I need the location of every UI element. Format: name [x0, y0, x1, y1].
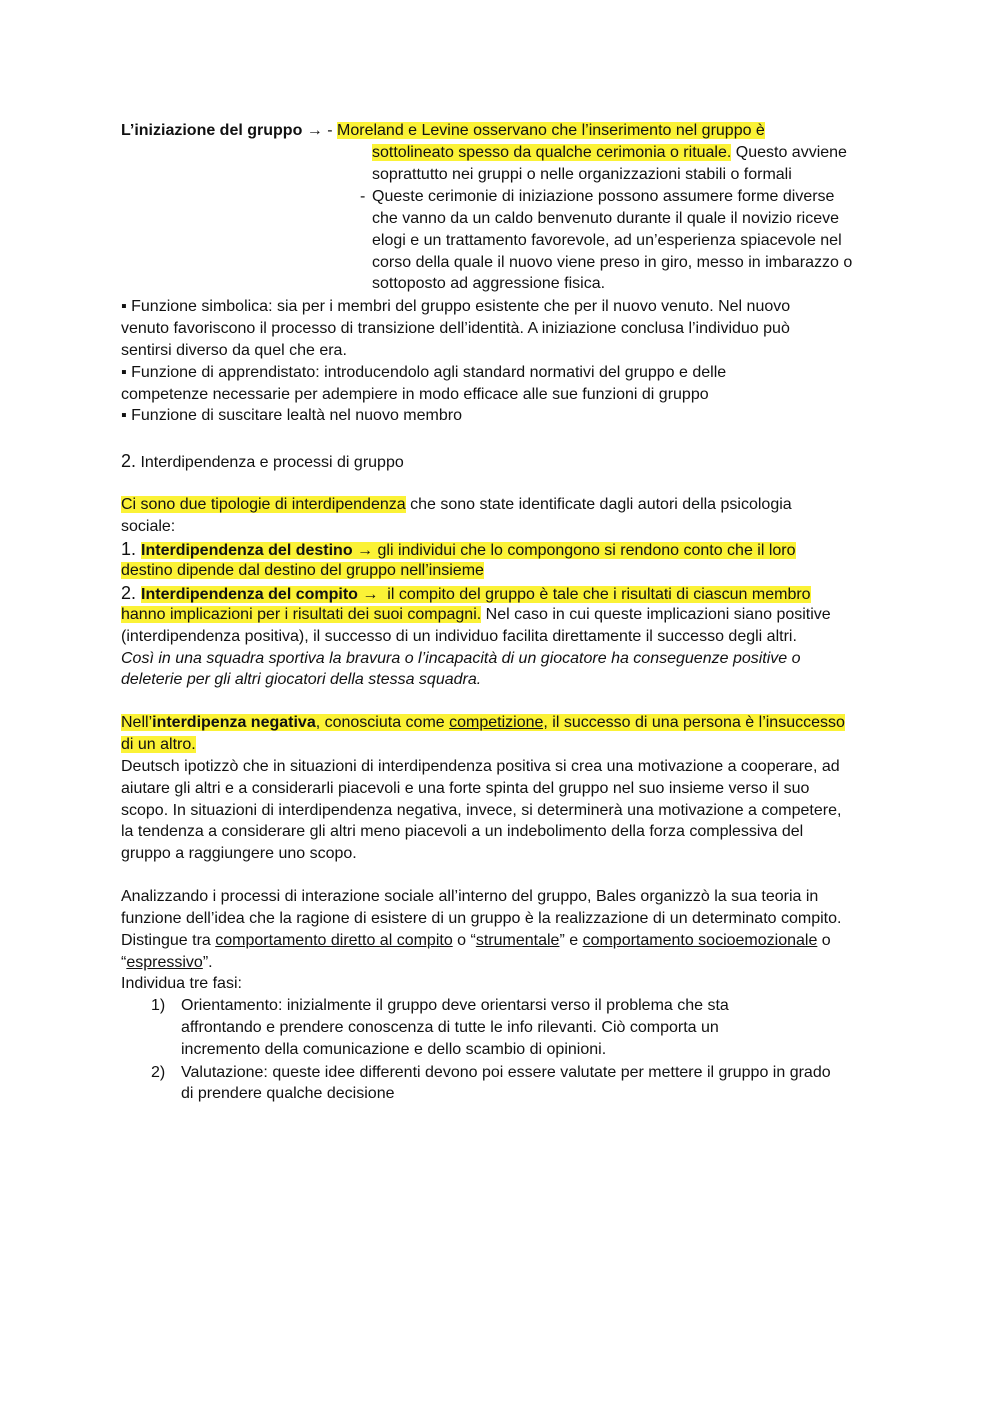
type-2-line-3: (interdipendenza positiva), il successo di un individuo facilita direttamente il successo degli altri. — [121, 628, 797, 645]
negative-term: interdipenza negativa — [152, 714, 316, 731]
deutsch-line: aiutare gli altri e a considerarli piacevoli e una forte spinta del gruppo nel suo insieme verso il suo — [121, 780, 810, 797]
bales-line-3: Distingue tra comportamento diretto al compito o “strumentale” e comportamento socioemozionale o — [121, 932, 831, 949]
intro-b2-line-2: che vanno da un caldo benvenuto durante il quale il novizio riceve — [372, 210, 839, 227]
function-line: sentirsi diverso da quel che era. — [121, 342, 347, 359]
type-2-example-2: deleterie per gli altri giocatori della stessa squadra. — [121, 671, 482, 688]
type-2-line-2: hanno implicazioni per i risultati dei suoi compagni. Nel caso in cui queste implicazioni siano positive — [121, 606, 831, 623]
intro-heading: L’iniziazione del gruppo — [121, 122, 303, 139]
function-line: ▪ Funzione di suscitare lealtà nel nuovo membro — [121, 407, 462, 424]
types-intro-line-1: Ci sono due tipologie di interdipendenza che sono state identificate dagli autori della psicologia — [121, 496, 792, 513]
phase-2-line-2: di prendere qualche decisione — [181, 1085, 395, 1102]
type-2-number: 2. — [121, 583, 142, 603]
intro-highlight-2: sottolineato spesso da qualche cerimonia o rituale. — [372, 144, 732, 161]
intro-line-1 — [121, 121, 765, 141]
phase-1-line-3: incremento della comunicazione e dello scambio di opinioni. — [181, 1041, 607, 1058]
instrumental-term: strumentale — [475, 932, 560, 949]
intro-b2-line-4: corso della quale il nuovo viene preso in giro, messo in imbarazzo o — [372, 254, 853, 271]
socioemotional-term: comportamento socioemozionale — [582, 932, 818, 949]
section-2-number: 2. — [121, 451, 137, 471]
intro-line-3: soprattutto nei gruppi o nelle organizzazioni stabili o formali — [372, 166, 792, 183]
type-1-line-1: 1. Interdipendenza del destino → gli individui che lo compongono si rendono conto che il loro — [121, 539, 796, 559]
phase-2-line-1: Valutazione: queste idee differenti devono poi essere valutate per mettere il gruppo in grado — [181, 1064, 831, 1081]
intro-dash: - — [360, 188, 366, 205]
function-line: ▪ Funzione simbolica: sia per i membri del gruppo esistente che per il nuovo venuto. Nel nuovo — [121, 298, 791, 315]
types-highlight: Ci sono due tipologie di interdipendenza — [121, 496, 406, 513]
types-intro-line-2: sociale: — [121, 518, 176, 535]
bales-line-5: Individua tre fasi: — [121, 975, 242, 992]
intro-b2-line-5: sottoposto ad aggressione fisica. — [372, 275, 606, 292]
deutsch-line: gruppo a raggiungere uno scopo. — [121, 845, 357, 862]
phase-1-number: 1) — [151, 997, 166, 1014]
function-line: venuto favoriscono il processo di transizione dell’identità. A iniziazione conclusa l’individuo può — [121, 320, 790, 337]
type-2-line-1: 2. Interdipendenza del compito → il compito del gruppo è tale che i risultati di ciascun membro — [121, 583, 811, 603]
deutsch-line: Deutsch ipotizzò che in situazioni di interdipendenza positiva si crea una motivazione a cooperare, ad — [121, 758, 840, 775]
type-2-example-1: Così in una squadra sportiva la bravura o l’incapacità di un giocatore ha conseguenze positive o — [121, 650, 801, 667]
type-2-title: Interdipendenza del compito — [141, 586, 358, 603]
bales-line-1: Analizzando i processi di interazione sociale all’interno del gruppo, Bales organizzò la sua teoria in — [121, 888, 819, 905]
competition-term: competizione — [449, 714, 544, 731]
function-line: competenze necessarie per adempiere in modo efficace alle sue funzioni di gruppo — [121, 386, 709, 403]
phase-1-line-2: affrontando e prendere conoscenza di tutte le info rilevanti. Ciò comporta un — [181, 1019, 719, 1036]
negative-line-1: Nell’interdipenza negativa, conosciuta come competizione, il successo di una persona è l’insuccesso — [121, 714, 845, 731]
section-2-heading — [121, 451, 404, 473]
deutsch-line: scopo. In situazioni di interdipendenza negativa, invece, si determinerà una motivazione a competere, — [121, 802, 842, 819]
intro-b2-line-1: Queste cerimonie di iniziazione possono assumere forme diverse — [372, 188, 835, 205]
bales-line-4: “espressivo”. — [121, 954, 213, 971]
task-behavior-term: comportamento diretto al compito — [215, 932, 453, 949]
phase-2-number: 2) — [151, 1064, 166, 1081]
intro-arrow: → - — [302, 122, 338, 139]
function-line: ▪ Funzione di apprendistato: introducendolo agli standard normativi del gruppo e delle — [121, 364, 727, 381]
deutsch-line: la tendenza a considerare gli altri meno piacevoli a un indebolimento della forza complessiva del — [121, 823, 804, 840]
bales-line-2: funzione dell’idea che la ragione di esistere di un gruppo è la realizzazione di un determinato compito. — [121, 910, 842, 927]
expressive-term: espressivo — [126, 954, 203, 971]
type-1-line-2: destino dipende dal destino del gruppo nell’insieme — [121, 562, 484, 579]
section-2-title: Interdipendenza e processi di gruppo — [136, 454, 404, 471]
negative-line-2: di un altro. — [121, 736, 196, 753]
intro-highlight-1: Moreland e Levine osservano che l’inserimento nel gruppo è — [337, 122, 765, 139]
phase-1-line-1: Orientamento: inizialmente il gruppo deve orientarsi verso il problema che sta — [181, 997, 729, 1014]
type-1-number: 1. — [121, 539, 142, 559]
type-1-title: Interdipendenza del destino — [141, 542, 353, 559]
intro-b2-line-3: elogi e un trattamento favorevole, ad un’esperienza spiacevole nel — [372, 232, 842, 249]
intro-line-2: sottolineato spesso da qualche cerimonia o rituale. Questo avviene — [372, 144, 847, 161]
